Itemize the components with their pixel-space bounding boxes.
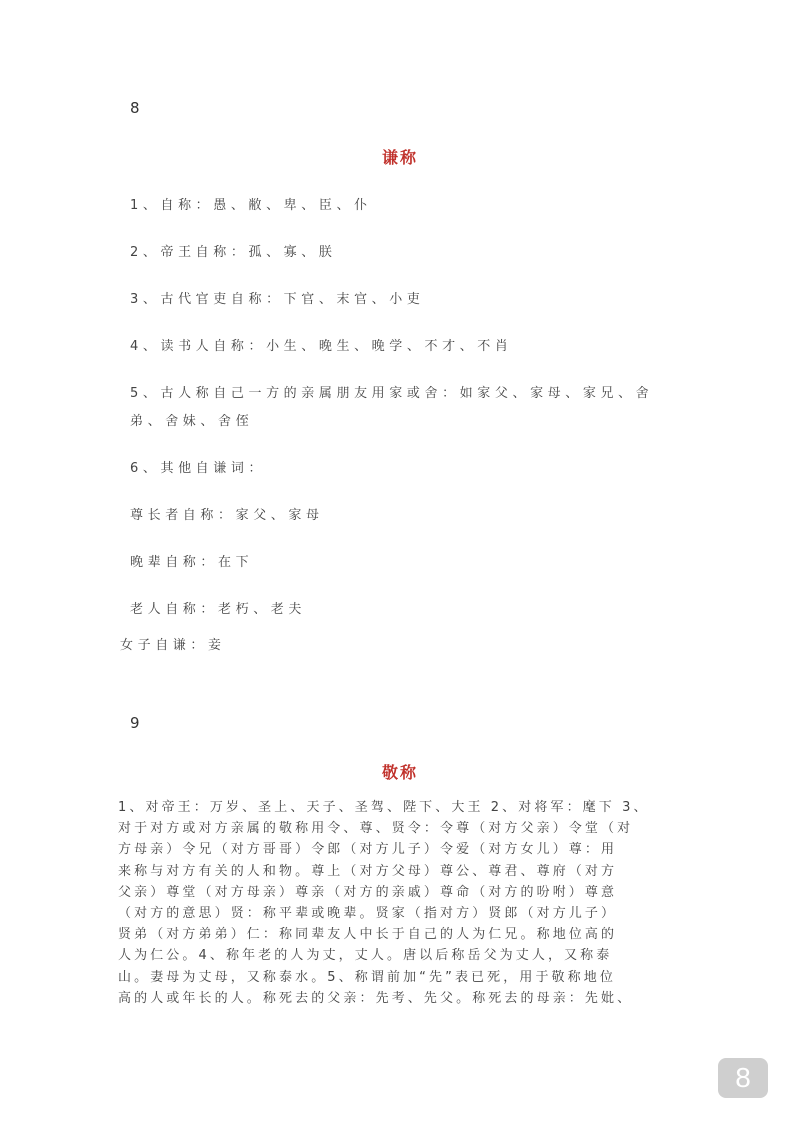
paragraph-line: 贤弟（对方弟弟）仁：称同辈友人中长于自己的人为仁兄。称地位高的 <box>118 927 618 943</box>
paragraph-line: 高的人或年长的人。称死去的父亲：先考、先父。称死去的母亲：先妣、 <box>118 990 634 1006</box>
list-item: 6、其他自谦词： <box>130 461 267 476</box>
list-item: 3、古代官吏自称：下官、末官、小吏 <box>130 292 425 307</box>
page-number-badge: 8 <box>718 1058 768 1098</box>
section-number: 8 <box>130 99 140 117</box>
paragraph-line: （对方的意思）贤：称平辈或晚辈。贤家（指对方）贤郎（对方儿子） <box>118 906 618 922</box>
list-item: 2、帝王自称：孤、寡、朕 <box>130 245 337 260</box>
list-item: 老人自称：老朽、老夫 <box>130 602 307 617</box>
list-item-continuation: 弟、舍妹、舍侄 <box>130 414 254 429</box>
paragraph-line: 方母亲）令兄（对方哥哥）令郎（对方儿子）令爱（对方女儿）尊：用 <box>118 842 618 858</box>
paragraph-line: 人为仁公。4、称年老的人为丈，丈人。唐以后称岳父为丈人，又称泰 <box>118 948 613 964</box>
paragraph-line: 对于对方或对方亲属的敬称用令、尊、贤令：令尊（对方父亲）令堂（对 <box>118 821 634 837</box>
section-title: 谦称 <box>381 148 418 167</box>
list-item: 5、古人称自己一方的亲属朋友用家或舍：如家父、家母、家兄、舍 <box>130 386 654 401</box>
paragraph-line: 父亲）尊堂（对方母亲）尊亲（对方的亲戚）尊命（对方的吩咐）尊意 <box>118 884 618 900</box>
list-item: 晚辈自称：在下 <box>130 555 254 570</box>
list-item: 女子自谦：妾 <box>120 638 226 653</box>
list-item: 1、自称：愚、敝、卑、臣、仆 <box>130 198 372 213</box>
section-number: 9 <box>130 714 140 732</box>
paragraph-line: 1、对帝王：万岁、圣上、天子、圣驾、陛下、大王 2、对将军：麾下 3、 <box>118 800 650 815</box>
section-title: 敬称 <box>381 763 418 782</box>
list-item: 4、读书人自称：小生、晚生、晚学、不才、不肖 <box>130 339 513 354</box>
list-item: 尊长者自称：家父、家母 <box>130 508 324 523</box>
paragraph-line: 来称与对方有关的人和物。尊上（对方父母）尊公、尊君、尊府（对方 <box>118 863 618 879</box>
paragraph-line: 山。妻母为丈母，又称泰水。5、称谓前加“先”表已死，用于敬称地位 <box>118 969 616 985</box>
body-paragraph <box>118 797 690 1009</box>
